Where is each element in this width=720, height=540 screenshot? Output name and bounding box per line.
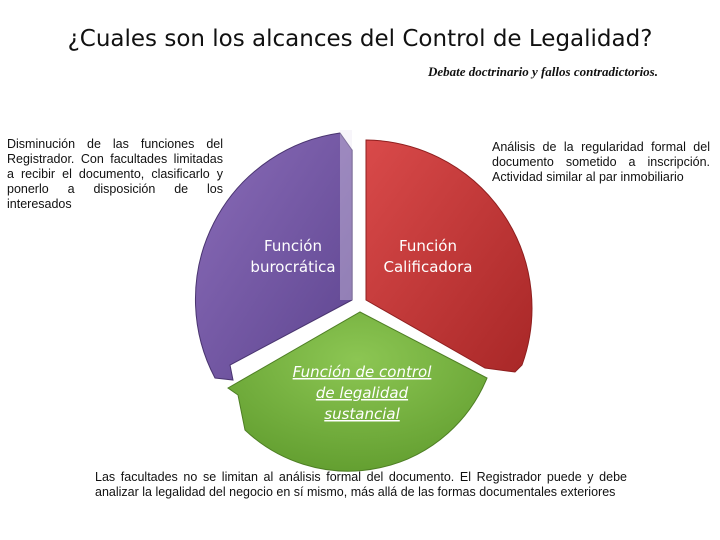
description-burocratica: Disminución de las funciones del Registrador. Con facultades limitadas a recibir el documento, clasificarlo y ponerlo a disposición de los interesados	[7, 137, 223, 211]
description-calificadora: Análisis de la regularidad formal del documento sometido a inscripción. Actividad similar al par inmobiliario	[492, 140, 710, 184]
segment-control-label-3: sustancial	[324, 405, 400, 423]
segment-burocratica-label-1: Función	[264, 237, 322, 255]
segment-control-label-2: de legalidad	[315, 384, 409, 402]
page-title: ¿Cuales son los alcances del Control de Legalidad?	[67, 26, 653, 52]
segment-calificadora-label-1: Función	[399, 237, 457, 255]
segment-control-label-1: Función de control	[292, 363, 432, 381]
description-control-legalidad: Las facultades no se limitan al análisis formal del documento. El Registrador puede y debe analizar la legalidad del negocio en sí mismo, más allá de las formas documentales exteriores	[95, 470, 627, 499]
segment-edge-highlight	[340, 130, 352, 300]
segment-calificadora-label-2: Calificadora	[383, 258, 473, 276]
segment-burocratica-label-2: burocrática	[250, 258, 336, 276]
subtitle: Debate doctrinario y fallos contradictorios.	[427, 64, 658, 79]
